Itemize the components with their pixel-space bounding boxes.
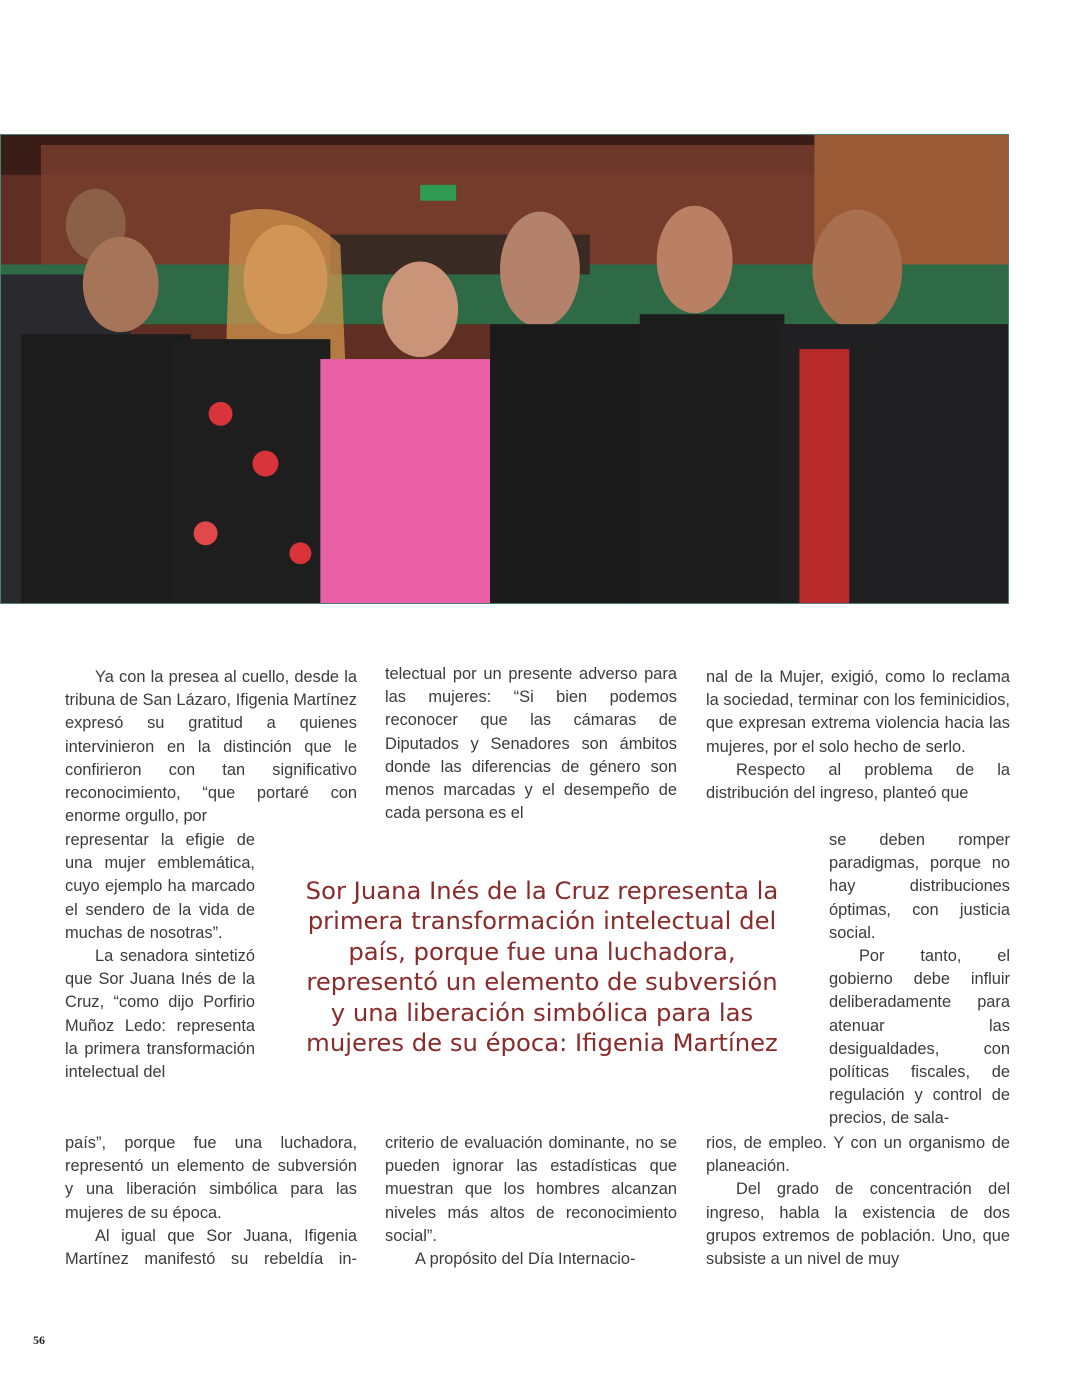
col2-paragraph-top: telectual por un presente adverso para las mujeres: “Si bien podemos reconocer que las cámaras de Diputados y Senadores son ámbitos donde las diferencias de género son menos marcadas y el desempeño de cada persona es el: [385, 665, 677, 823]
col3-paragraph-1: nal de la Mujer, exigió, como lo reclama la sociedad, terminar con los feminicidios, que expresan extrema violencia hacia las mujeres, por el solo hecho de serlo.: [706, 668, 1010, 756]
column-1-top: [65, 666, 357, 828]
col3-paragraph-2: Respecto al problema de la distribución del ingreso, planteó que: [706, 760, 1010, 803]
group-photo-icon: [1, 135, 1008, 603]
column-2-bottom: [385, 1132, 677, 1271]
col3-paragraph-4: Del grado de concentración del ingreso, habla la existencia de dos grupos extremos de población. Uno, que subsiste a un nivel de muy: [706, 1180, 1010, 1269]
col2-paragraph-2: A propósito del Día Internacio-: [415, 1250, 636, 1269]
col2-paragraph-bottom: criterio de evaluación dominante, no se pueden ignorar las estadísticas que muestran que los hombres alcanzan niveles más altos de reconocimiento social”.: [385, 1134, 677, 1245]
col1-paragraph-3: Al igual que Sor Juana, Ifigenia Martínez manifestó su rebeldía in-: [65, 1226, 357, 1269]
pull-quote: Sor Juana Inés de la Cruz representa la primera transformación intelectual del país, porque fue una luchadora, representó un elemento de subversión y una liberación simbólica para las mujeres de su época: Ifigenia Martínez: [305, 876, 779, 1058]
page-number: 56: [33, 1333, 45, 1347]
col3-paragraph-2b: se deben romper paradigmas, porque no hay distribuciones óptimas, con justicia social.: [829, 831, 1010, 942]
column-3-wrap: [829, 829, 1010, 1131]
column-3-top: [706, 666, 1010, 805]
column-3-bottom: [706, 1132, 1010, 1271]
column-1-bottom: [65, 1132, 357, 1271]
column-1-wrap: [65, 829, 255, 1084]
group-photo: [0, 134, 1009, 604]
col3-paragraph-3: Por tanto, el gobierno debe influir deliberadamente para atenuar las desigualdades, con políticas fiscales, de regulación y control de precios, de sala-: [829, 947, 1010, 1128]
col1-paragraph-1b: representar la efigie de una mujer emblemática, cuyo ejemplo ha marcado el sendero de la vida de muchas de nosotras”.: [65, 831, 255, 942]
col1-paragraph-1: Ya con la presea al cuello, desde la tribuna de San Lázaro, Ifigenia Martínez expresó su gratitud a quienes intervinieron en la distinción que le confirieron con tan significativo reconocimiento, “que portaré con enorme orgullo, por: [65, 668, 357, 826]
col3-paragraph-3b: rios, de empleo. Y con un organismo de planeación.: [706, 1134, 1010, 1176]
col1-paragraph-2b: país”, porque fue una luchadora, representó un elemento de subversión y una liberación simbólica para las mujeres de su época.: [65, 1134, 357, 1222]
column-2-top: [385, 663, 677, 825]
col1-paragraph-2: La senadora sintetizó que Sor Juana Inés de la Cruz, “como dijo Porfirio Muñoz Ledo: representa la primera transformación intelectual del: [65, 947, 255, 1082]
